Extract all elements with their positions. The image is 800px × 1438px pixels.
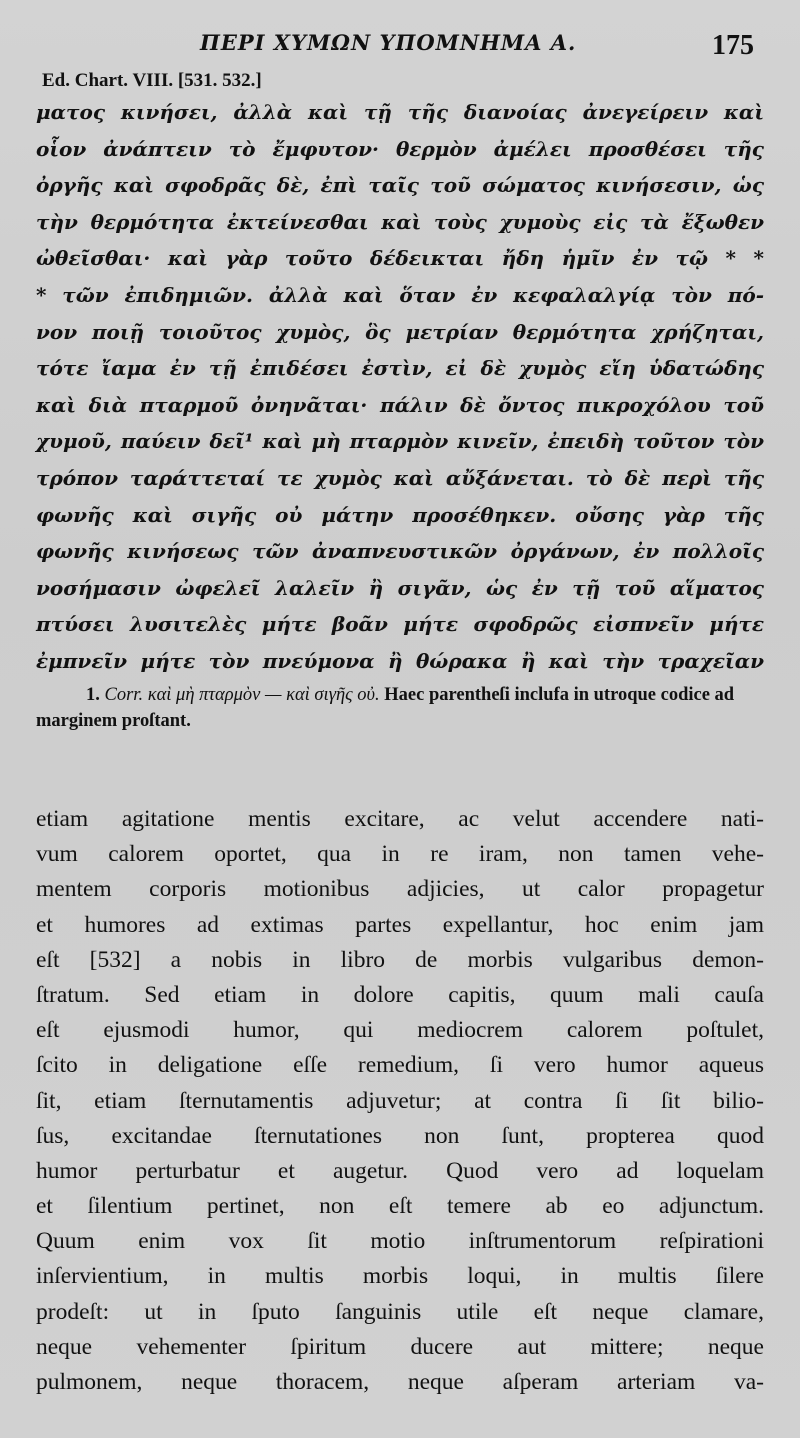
latin-line: ſit, etiam ſternutamentis adjuvetur; at contra ſi ſit bilio- bbox=[36, 1087, 764, 1114]
latin-line: etiam agitatione mentis excitare, ac velut accendere nati- bbox=[36, 806, 764, 832]
running-title: ΠΕΡΙ ΧΥΜΩΝ ΥΠΟΜΝΗΜΑ Α. bbox=[200, 30, 577, 55]
latin-line: inſervientium, in multis morbis loqui, in multis ſilere bbox=[36, 1263, 764, 1290]
footnote bbox=[36, 682, 764, 734]
edition-reference: Ed. Chart. VIII. [531. 532.] bbox=[42, 70, 262, 91]
latin-line: et humores ad extimas partes expellantur, hoc enim jam bbox=[36, 911, 764, 938]
greek-line: πτύσει λυσιτελὲς μήτε βοᾶν μήτε σφοδρῶς εἰσπνεῖν μήτε bbox=[36, 612, 764, 637]
latin-line: ſus, excitandae ſternutationes non ſunt, propterea quod bbox=[36, 1122, 764, 1149]
greek-line: ματος κινήσει, ἀλλὰ καὶ τῇ τῆς διανοίας ἀνεγείρειν καὶ bbox=[36, 100, 764, 124]
latin-line: Quum enim vox ſit motio inſtrumentorum reſpirationi bbox=[36, 1228, 764, 1255]
latin-line: eſt ejusmodi humor, qui mediocrem calorem poſtulet, bbox=[36, 1017, 764, 1044]
greek-line: οἷον ἀνάπτειν τὸ ἔμφυτον· θερμὸν ἀμέλει προσθέσει τῆς bbox=[36, 136, 764, 161]
greek-line: τρόπον ταράττεταί τε χυμὸς καὶ αὔξάνεται. τὸ δὲ περὶ τῆς bbox=[36, 465, 764, 490]
footnote-text: Haec parentheſi inclufa in utroque codice ad marginem proſtant. bbox=[36, 685, 735, 731]
latin-line: prodeſt: ut in ſputo ſanguinis utile eſt neque clamare, bbox=[36, 1298, 764, 1325]
greek-line: νον ποιῇ τοιοῦτος χυμὸς, ὃς μετρίαν θερμότητα χρήζηται, bbox=[36, 319, 764, 344]
footnote-number: 1. bbox=[86, 685, 100, 705]
greek-line: τὴν θερμότητα ἐκτείνεσθαι καὶ τοὺς χυμοὺς εἰς τὰ ἔξωθεν bbox=[36, 209, 764, 234]
greek-line: φωνῆς κινήσεως τῶν ἀναπνευστικῶν ὀργάνων, ἐν πολλοῖς bbox=[36, 539, 764, 564]
footnote-corr-label: Corr. bbox=[104, 685, 144, 705]
latin-text-block bbox=[36, 802, 764, 1400]
latin-line: eſt [532] a nobis in libro de morbis vulgaribus demon- bbox=[36, 946, 764, 973]
greek-line: φωνῆς καὶ σιγῆς οὐ μάτην προσέθηκεν. οὔσης γὰρ τῆς bbox=[36, 502, 764, 527]
greek-line: καὶ διὰ πταρμοῦ ὀνηνᾶται· πάλιν δὲ ὄντος πικροχόλου τοῦ bbox=[36, 392, 764, 417]
latin-line: ſtratum. Sed etiam in dolore capitis, quum mali cauſa bbox=[36, 981, 764, 1008]
page-number: 175 bbox=[712, 30, 754, 61]
page-header bbox=[0, 30, 800, 66]
latin-line: ſcito in deligatione eſſe remedium, ſi vero humor aqueus bbox=[36, 1052, 764, 1079]
latin-line: pulmonem, neque thoracem, neque aſperam arteriam va- bbox=[36, 1369, 764, 1395]
greek-line: χυμοῦ, παύειν δεῖ¹ καὶ μὴ πταρμὸν κινεῖν, ἐπειδὴ τοῦτον τὸν bbox=[36, 429, 764, 454]
greek-line: ὠθεῖσθαι· καὶ γὰρ τοῦτο δέδεικται ἤδη ἡμῖν ἐν τῷ * * bbox=[36, 246, 764, 271]
greek-line: ὀργῆς καὶ σφοδρᾶς δὲ, ἐπὶ ταῖς τοῦ σώματος κινήσεσιν, ὡς bbox=[36, 173, 764, 198]
latin-line: vum calorem oportet, qua in re iram, non tamen vehe- bbox=[36, 841, 764, 868]
footnote-greek: καὶ μὴ πταρμὸν — καὶ σιγῆς οὐ. bbox=[147, 685, 380, 705]
latin-line: et ſilentium pertinet, non eſt temere ab eo adjunctum. bbox=[36, 1193, 764, 1220]
greek-line: τότε ἴαμα ἐν τῇ ἐπιδέσει ἐστὶν, εἰ δὲ χυμὸς εἴη ὑδατώδης bbox=[36, 356, 764, 381]
greek-line: * τῶν ἐπιδημιῶν. ἀλλὰ καὶ ὅταν ἐν κεφαλαλγίᾳ τὸν πό- bbox=[36, 282, 764, 307]
latin-line: mentem corporis motionibus adjicies, ut calor propagetur bbox=[36, 876, 764, 903]
latin-line: humor perturbatur et augetur. Quod vero ad loquelam bbox=[36, 1157, 764, 1184]
greek-text-block bbox=[36, 94, 764, 680]
greek-line: νοσήμασιν ὠφελεῖ λαλεῖν ἢ σιγᾶν, ὡς ἐν τῇ τοῦ αἵματος bbox=[36, 575, 764, 600]
latin-line: neque vehementer ſpiritum ducere aut mittere; neque bbox=[36, 1333, 764, 1360]
greek-line: ἐμπνεῖν μήτε τὸν πνεύμονα ἢ θώρακα ἢ καὶ τὴν τραχεῖαν bbox=[36, 648, 764, 673]
